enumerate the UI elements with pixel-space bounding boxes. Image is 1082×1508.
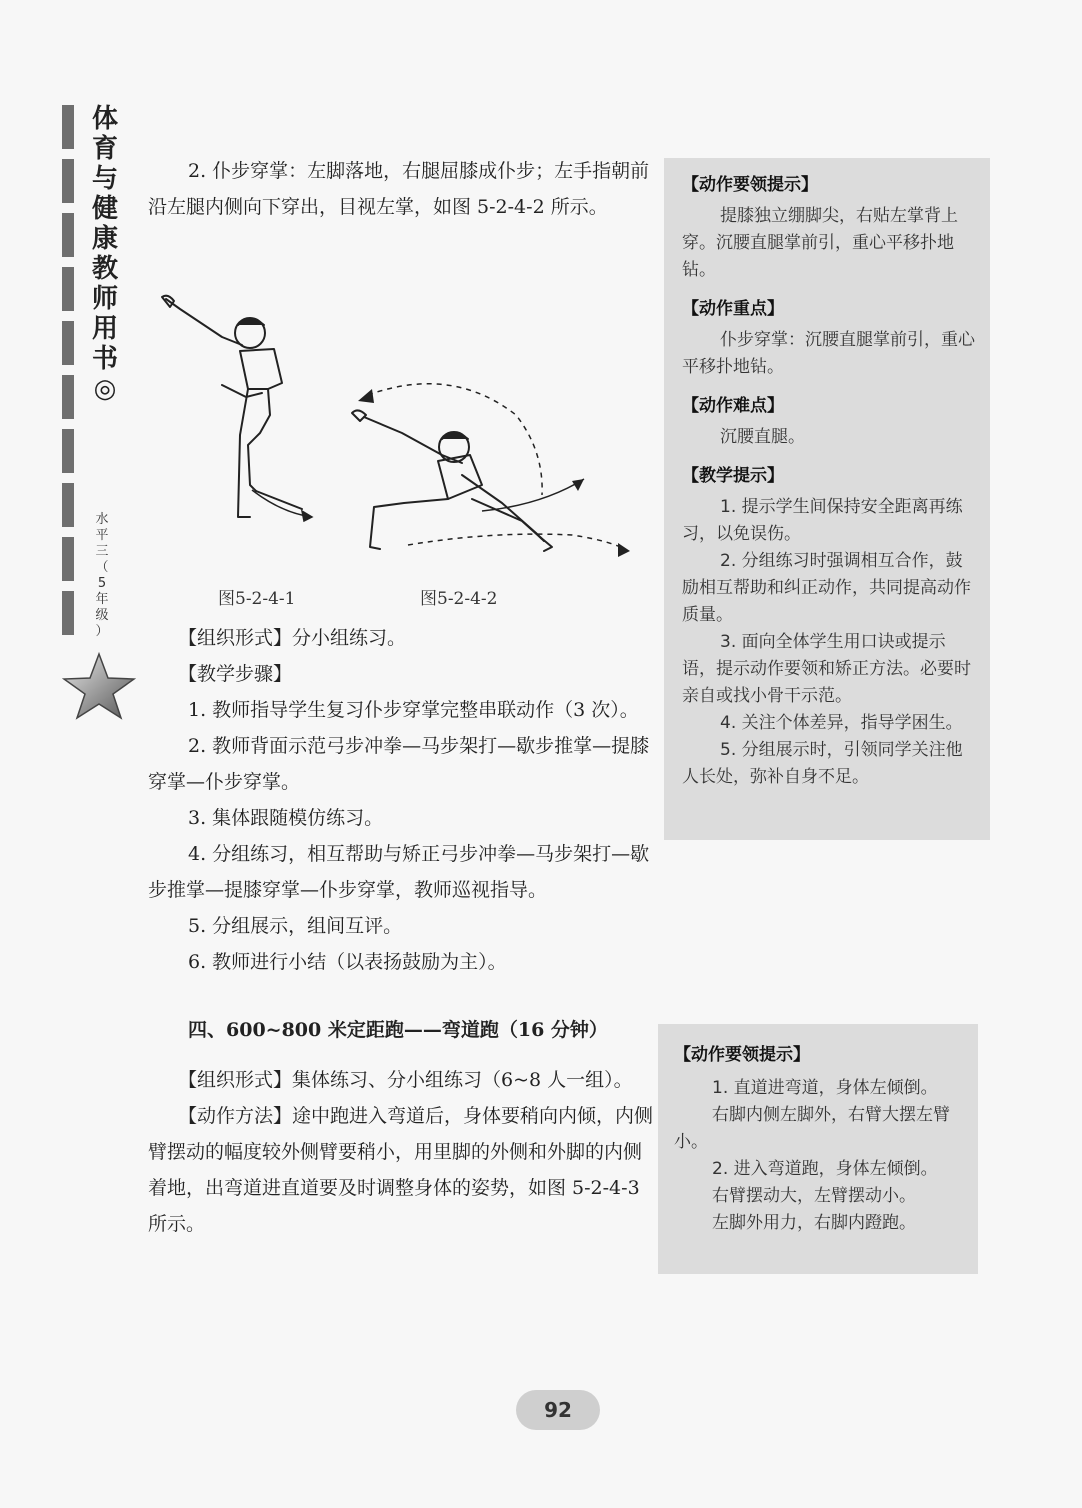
tip2-line: 左脚外用力，右脚内蹬跑。 (712, 1213, 916, 1233)
step-1: 1. 教师指导学生复习仆步穿掌完整串联动作（3 次）。 (188, 699, 639, 721)
figure-crouching-thrust (352, 410, 552, 551)
section-4-org: 【组织形式】集体练习、分小组练习（6~8 人一组）。 (178, 1069, 633, 1091)
section-4 (148, 1012, 654, 1242)
grade-level-label: 水 平 三 （ 5 年 级 ） (95, 512, 109, 639)
teaching-steps (148, 620, 660, 980)
tip2-line: 右臂摆动大，左臂摆动小。 (712, 1186, 916, 1206)
tip-difficulty-text: 沉腰直腿。 (720, 427, 805, 447)
figure-caption-2: 图5-2-4-2 (420, 589, 498, 609)
steps-title: 【教学步骤】 (178, 663, 293, 685)
figure-standing-knee-lift (162, 296, 302, 517)
tip2-line: 2. 进入弯道跑，身体左倾倒。 (712, 1159, 938, 1179)
tip-teaching-item: 5. 分组展示时，引领同学关注他人长处，弥补自身不足。 (682, 740, 963, 787)
martial-arts-figures (152, 285, 642, 575)
paragraph-puller-step: 2. 仆步穿掌：左脚落地，右腿屈膝成仆步；左手指朝前沿左腿内侧向下穿出，目视左掌，如图 5-2-4-2 所示。 (148, 160, 650, 218)
org-form: 【组织形式】分小组练习。 (178, 627, 407, 649)
tip2-line: 右脚内侧左脚外，右臂大摆左臂小。 (674, 1105, 950, 1152)
book-title-vertical: 体 育 与 健 康 教 师 用 书 ◎ (91, 104, 118, 404)
arrow-1 (252, 490, 312, 521)
tip-teaching-item: 4. 关注个体差异，指导学困生。 (720, 713, 963, 733)
page-number: 92 (516, 1390, 600, 1430)
step-3: 3. 集体跟随模仿练习。 (188, 807, 384, 829)
tip-heading-key-point: 【动作重点】 (682, 299, 784, 319)
step-4: 4. 分组练习，相互帮助与矫正弓步冲拳—马步架打—歇步推掌—提膝穿掌—仆步穿掌，教师巡视指导。 (148, 843, 650, 901)
arrow-head-left (358, 389, 374, 403)
tip-heading-difficulty: 【动作难点】 (682, 396, 784, 416)
tip2-heading: 【动作要领提示】 (674, 1045, 810, 1065)
side-decoration-bars (62, 105, 76, 645)
tip-essentials-text: 提膝独立绷脚尖，右贴左掌背上穿。沉腰直腿掌前引，重心平移扑地钻。 (682, 206, 958, 280)
step-2: 2. 教师背面示范弓步冲拳—马步架打—歇步推掌—提膝穿掌—仆步穿掌。 (148, 735, 650, 793)
step-6: 6. 教师进行小结（以表扬鼓励为主）。 (188, 951, 507, 973)
section-4-heading: 四、600~800 米定距跑——弯道跑（16 分钟） (188, 1019, 608, 1041)
tip-teaching-item: 1. 提示学生间保持安全距离再练习，以免误伤。 (682, 497, 963, 544)
tip-teaching-item: 3. 面向全体学生用口诀或提示语，提示动作要领和矫正方法。必要时亲自或找小骨干示范。 (682, 632, 971, 706)
arc-arrow (482, 479, 584, 511)
tip-teaching-item: 2. 分组练习时强调相互合作，鼓励相互帮助和纠正动作，共同提高动作质量。 (682, 551, 971, 625)
dashed-arc-arrow (368, 384, 628, 551)
arrow-head-right (618, 543, 630, 557)
tip2-line: 1. 直道进弯道，身体左倾倒。 (712, 1078, 938, 1098)
section-4-method: 【动作方法】途中跑进入弯道后，身体要稍向内倾，内侧臂摆动的幅度较外侧臂要稍小，用里脚的外侧和外脚的内侧着地，出弯道进直道要及时调整身体的姿势，如图 5-2-4-3 所示。 (148, 1105, 654, 1235)
star-icon (62, 652, 136, 720)
tip-key-point-text: 仆步穿掌：沉腰直腿掌前引，重心平移扑地钻。 (682, 330, 975, 377)
tip-box-1 (664, 158, 990, 840)
step-5: 5. 分组展示，组间互评。 (188, 915, 403, 937)
tip-heading-teaching: 【教学提示】 (682, 466, 784, 486)
tip-box-2 (658, 1024, 978, 1274)
figure-caption-1: 图5-2-4-1 (218, 589, 296, 609)
tip-heading-essentials: 【动作要领提示】 (682, 175, 818, 195)
